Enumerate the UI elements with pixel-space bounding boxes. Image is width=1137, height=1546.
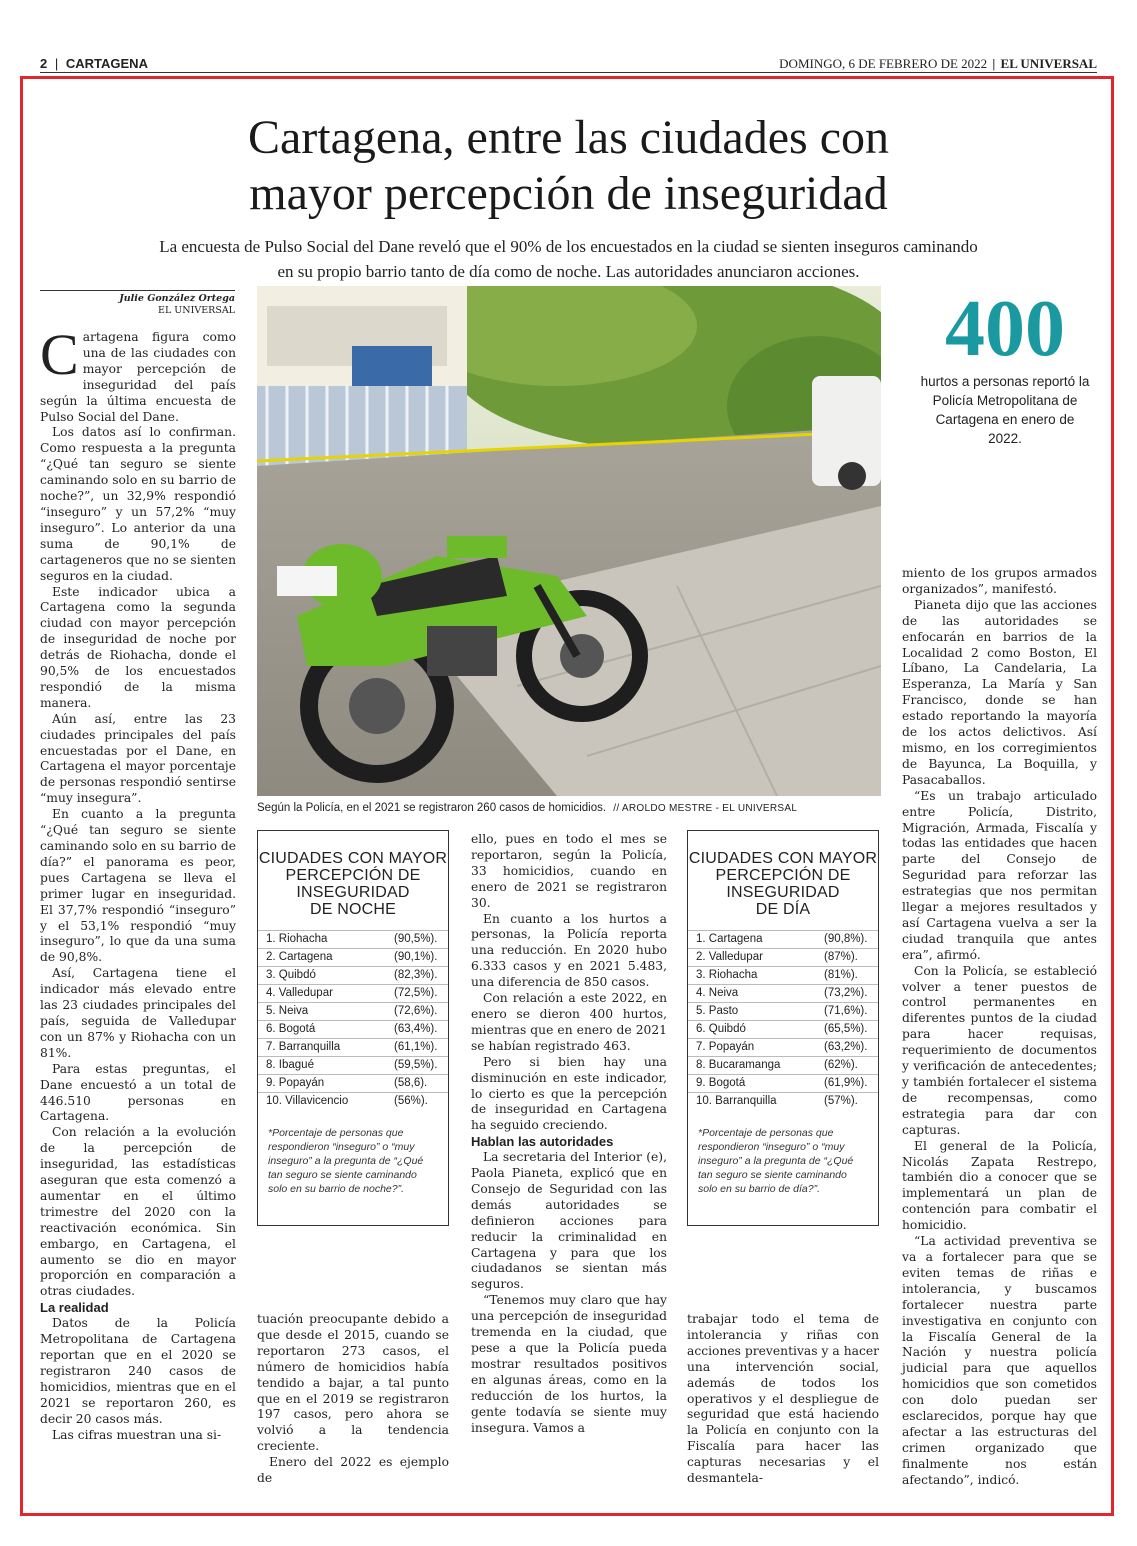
- ranking-city: 10. Villavicencio: [266, 1095, 349, 1107]
- ranking-value: (63,4%).: [394, 1023, 438, 1035]
- ranking-city: 9. Bogotá: [696, 1077, 746, 1089]
- photo-credit: // AROLDO MESTRE - EL UNIVERSAL: [613, 803, 798, 814]
- ranking-city: 1. Cartagena: [696, 933, 763, 945]
- byline-outlet: EL UNIVERSAL: [158, 305, 235, 316]
- ranking-box-night: [257, 830, 449, 1226]
- column-5: [902, 566, 1097, 1489]
- box-note: *Porcentaje de personas que respondieron “inseguro” o “muy inseguro” a la pregunta de “¿Qué tan seguro se siente caminando solo en su barrio de día?”.: [698, 1127, 854, 1195]
- page-number: 2: [40, 56, 48, 71]
- ranking-row: [258, 1057, 448, 1075]
- paragraph: La secretaria del Interior (e), Paola Pianeta, explicó que en Consejo de Seguridad con las demás autoridades se definieron acciones para reducir la criminalidad en Cartagena y para que los ciudadanos se sientan más seguros.: [471, 1150, 667, 1292]
- ranking-row: [688, 1003, 878, 1021]
- ranking-row: [688, 967, 878, 985]
- paragraph: artagena figura como una de las ciudades con mayor percepción de inseguridad del país según la última encuesta de Pulso Social del Dane.: [40, 330, 236, 424]
- ranking-row: [688, 1093, 878, 1110]
- ranking-city: 9. Popayán: [266, 1077, 325, 1089]
- ranking-list-night: [258, 930, 448, 1110]
- paragraph: “Es un trabajo articulado entre Policía, Distrito, Migración, Armada, Fiscalía y todas las entidades que hacen parte del Consejo de Seguridad para reforzar las estrategias que nos permitan llegar a mejores resultados y así Cartagena vuelva a ser la ciudad tranquila que antes era”, afirmó.: [902, 788, 1097, 962]
- box-note: *Porcentaje de personas que respondieron “inseguro” o “muy inseguro” a la pregunta de “¿Qué tan seguro se siente caminando solo en su barrio de noche?”.: [268, 1127, 424, 1195]
- paragraph: En cuanto a la pregunta “¿Qué tan seguro se siente caminando solo en su barrio de día?” el panorama es peor, pues Cartagena se lleva el primer lugar en inseguridad. El 37,7% respondió “inseguro” y el 53,1% respondió “muy inseguro”, lo que da una suma de 90,8%.: [40, 807, 236, 965]
- ranking-row: [258, 1003, 448, 1021]
- ranking-city: 8. Bucaramanga: [696, 1059, 781, 1071]
- dropcap: C: [40, 322, 79, 387]
- box-title-line: INSEGURIDAD: [726, 884, 840, 901]
- paragraph: Con la Policía, se estableció volver a tener puestos de control permanentes en diferentes puntos de la ciudad para hacer requisas, requerimiento de documentos y verificación de antecedentes; y también fortalecer el sistema de recompensas, como estrategia para dar con capturas.: [902, 963, 1097, 1137]
- ranking-value: (57%).: [824, 1095, 858, 1107]
- ranking-city: 10. Barranquilla: [696, 1095, 777, 1107]
- paragraph: Datos de la Policía Metropolitana de Cartagena reportan que en el 2020 se registraron 240 casos de homicidios, mientras que en el 2021 se reportaron 260, es decir 20 casos más.: [40, 1316, 236, 1426]
- ranking-value: (90,5%).: [394, 933, 438, 945]
- column-3: [471, 832, 667, 1436]
- paragraph: En cuanto a los hurtos a personas, la Policía reporta una reducción. En 2020 hubo 6.333 casos y en 2021 5.483, una diferencia de 850 casos.: [471, 911, 667, 990]
- section-name: CARTAGENA: [65, 56, 148, 71]
- stat-number: 400: [945, 285, 1065, 373]
- ranking-row: [258, 985, 448, 1003]
- ranking-row: [688, 1075, 878, 1093]
- paragraph: “La actividad preventiva se va a fortalecer para que se eviten temas de riñas e intolerancia, y buscamos fortalecer nuestra parte investigativa en conjunto con la Fiscalía General de la Nación y nuestra policía judicial para que aquellos homicidios que son cometidos con dolo puedan ser esclarecidos, porque hay que afectar a las estructuras del crimen organizado que finalmente nos están afectando”, indicó.: [902, 1234, 1097, 1487]
- byline: [40, 290, 235, 317]
- ranking-city: 6. Quibdó: [696, 1023, 746, 1035]
- paragraph: Así, Cartagena tiene el indicador más elevado entre las 23 ciudades principales del país, seguida de Valledupar con un 87% y Riohacha con un 81%.: [40, 966, 236, 1060]
- paragraph: Con relación a la evolución de la percepción de inseguridad, las estadísticas aseguran que esta comenzó a aumentar en el último trimestre del 2020 con la reactivación económica. Sin embargo, en Cartagena, el aumento se dio en mayor proporción en comparación a otras ciudades.: [40, 1125, 236, 1299]
- photo-caption: [257, 802, 881, 814]
- caption-text: Según la Policía, en el 2021 se registraron 260 casos de homicidios.: [257, 802, 607, 814]
- stat-text: hurtos a personas reportó la Policía Metropolitana de Cartagena en enero de 2022.: [920, 374, 1090, 446]
- ranking-city: 2. Valledupar: [696, 951, 763, 963]
- page-header-right: DOMINGO, 6 DE FEBRERO DE 2022 | EL UNIVERSAL: [779, 56, 1097, 71]
- paragraph: miento de los grupos armados organizados”, manifestó.: [902, 566, 1097, 596]
- motorcycle-street-photo: [257, 286, 881, 796]
- ranking-city: 4. Valledupar: [266, 987, 333, 999]
- ranking-value: (65,5%).: [824, 1023, 868, 1035]
- stat-callout: [910, 285, 1100, 448]
- ranking-value: (62%).: [824, 1059, 858, 1071]
- ranking-value: (56%).: [394, 1095, 428, 1107]
- ranking-city: 3. Riohacha: [696, 969, 758, 981]
- paragraph: Pero si bien hay una disminución en este indicador, lo cierto es que la percepción de inseguridad en Cartagena ha seguido creciendo.: [471, 1054, 667, 1133]
- ranking-row: [688, 1039, 878, 1057]
- ranking-row: [258, 967, 448, 985]
- ranking-value: (90,8%).: [824, 933, 868, 945]
- column-4: [687, 1312, 879, 1487]
- ranking-city: 1. Riohacha: [266, 933, 328, 945]
- header-rule: [40, 72, 1097, 73]
- ranking-value: (90,1%).: [394, 951, 438, 963]
- ranking-row: [258, 1021, 448, 1039]
- paragraph: Para estas preguntas, el Dane encuestó a un total de 446.510 personas en Cartagena.: [40, 1061, 236, 1124]
- newspaper-name: EL UNIVERSAL: [1000, 56, 1097, 71]
- ranking-city: 2. Cartagena: [266, 951, 333, 963]
- ranking-city: 3. Quibdó: [266, 969, 316, 981]
- ranking-value: (73,2%).: [824, 987, 868, 999]
- paragraph: Este indicador ubica a Cartagena como la segunda ciudad con mayor percepción de inseguridad de noche por detrás de Riohacha, donde el 90,5% de los encuestados respondió de la misma manera.: [40, 584, 236, 710]
- ranking-value: (72,5%).: [394, 987, 438, 999]
- ranking-value: (61,9%).: [824, 1077, 868, 1089]
- paragraph: Enero del 2022 es ejemplo de: [257, 1455, 449, 1486]
- paragraph: “Tenemos muy claro que hay una percepción de inseguridad tremenda en la ciudad, que pese a que la Policía pueda mostrar resultados positivos en algunas áreas, como en la reducción de los hurtos, la gente todavía se siente muy insegura. Vamos a: [471, 1293, 667, 1435]
- box-title-line: DE DÍA: [755, 901, 811, 918]
- column-2: [257, 1312, 449, 1487]
- box-title: [258, 830, 448, 918]
- box-title-line: DE NOCHE: [309, 901, 397, 918]
- ranking-row: [688, 1057, 878, 1075]
- ranking-value: (59,5%).: [394, 1059, 438, 1071]
- ranking-city: 6. Bogotá: [266, 1023, 316, 1035]
- ranking-value: (63,2%).: [824, 1041, 868, 1053]
- deck-line-1: La encuesta de Pulso Social del Dane reveló que el 90% de los encuestados en la ciudad se sienten inseguros caminando: [159, 237, 978, 256]
- ranking-row: [258, 949, 448, 967]
- headline: [40, 110, 1097, 222]
- ranking-row: [688, 1021, 878, 1039]
- subhead: La realidad: [40, 1300, 109, 1316]
- paragraph: El general de la Policía, Nicolás Zapata Restrepo, también dio a conocer que se implementará un plan de contención para combatir el homicidio.: [902, 1138, 1097, 1233]
- deck-line-2: en su propio barrio tanto de día como de noche. Las autoridades anunciaron acciones.: [277, 262, 860, 281]
- headline-line-1: Cartagena, entre las ciudades con: [247, 111, 890, 164]
- box-title-line: PERCEPCIÓN DE: [715, 867, 851, 884]
- news-photo: [257, 286, 881, 796]
- ranking-box-day: [687, 830, 879, 1226]
- ranking-value: (82,3%).: [394, 969, 438, 981]
- ranking-value: (71,6%).: [824, 1005, 868, 1017]
- ranking-value: (72,6%).: [394, 1005, 438, 1017]
- paragraph: ello, pues en todo el mes se reportaron, según la Policía, 33 homicidios, cuando en enero de 2021 se registraron 30.: [471, 832, 667, 910]
- paragraph: Aún así, entre las 23 ciudades principales del país encuestadas por el Dane, en Cartagena el mayor porcentaje de personas respondió sentirse “muy insegura”.: [40, 711, 236, 806]
- ranking-value: (81%).: [824, 969, 858, 981]
- issue-date: DOMINGO, 6 DE FEBRERO DE 2022: [779, 56, 988, 71]
- paragraph: Pianeta dijo que las acciones de las autoridades se enfocarán en barrios de la Localidad 2 como Boston, El Líbano, La Candelaria, La Esperanza, La María y San Francisco, donde se han estado reportando la mayoría de los actos delictivos. Así mismo, en los corregimientos de Bayunca, La Boquilla, y Pasacaballos.: [902, 597, 1097, 787]
- box-title-line: CIUDADES CON MAYOR: [688, 850, 878, 867]
- ranking-value: (87%).: [824, 951, 858, 963]
- ranking-list-day: [688, 930, 878, 1110]
- deck: [60, 234, 1077, 284]
- box-title-line: PERCEPCIÓN DE: [285, 867, 421, 884]
- ranking-city: 7. Popayán: [696, 1041, 755, 1053]
- ranking-row: [258, 1093, 448, 1110]
- paragraph: Con relación a este 2022, en enero se dieron 400 hurtos, mientras que en enero de 2021 se habían registrado 463.: [471, 991, 667, 1053]
- page-header-left: 2 | CARTAGENA: [40, 56, 148, 71]
- ranking-row: [258, 1075, 448, 1093]
- subhead: Hablan las autoridades: [471, 1134, 614, 1150]
- ranking-row: [688, 931, 878, 949]
- paragraph: Los datos así lo confirman. Como respuesta a la pregunta “¿Qué tan seguro se siente caminando solo en su barrio de noche?”, un 32,9% respondió “inseguro” y un 57,2% “muy inseguro”. Lo anterior da una suma de 90,1% de cartageneros que no se sienten seguros en la ciudad.: [40, 425, 236, 583]
- ranking-row: [258, 1039, 448, 1057]
- ranking-city: 8. Ibagué: [266, 1059, 314, 1071]
- paragraph: tuación preocupante debido a que desde el 2015, cuando se reportaron 273 casos, el número de homicidios había tendido a bajar, a tal punto que en el 2019 se registraron 197 casos, pero ahora se volvió a la tendencia creciente.: [257, 1312, 449, 1454]
- ranking-row: [258, 931, 448, 949]
- ranking-city: 7. Barranquilla: [266, 1041, 341, 1053]
- ranking-row: [688, 985, 878, 1003]
- box-title: [688, 830, 878, 918]
- ranking-city: 5. Pasto: [696, 1005, 739, 1017]
- ranking-city: 4. Neiva: [696, 987, 739, 999]
- ranking-row: [688, 949, 878, 967]
- paragraph: Las cifras muestran una si-: [52, 1427, 222, 1442]
- paragraph: trabajar todo el tema de intolerancia y riñas con acciones preventivas y a hacer una intervención social, además de todos los operativos y el despliegue de seguridad que está haciendo la Policía en conjunto con la Fiscalía para hacer las capturas necesarias y el desmantela-: [687, 1312, 879, 1486]
- box-title-line: INSEGURIDAD: [296, 884, 410, 901]
- ranking-value: (61,1%).: [394, 1041, 438, 1053]
- byline-author: Julie González Ortega: [119, 293, 235, 304]
- box-title-line: CIUDADES CON MAYOR: [258, 850, 448, 867]
- ranking-city: 5. Neiva: [266, 1005, 309, 1017]
- column-1: [40, 322, 236, 1443]
- ranking-value: (58,6).: [394, 1077, 428, 1089]
- headline-line-2: mayor percepción de inseguridad: [249, 167, 888, 220]
